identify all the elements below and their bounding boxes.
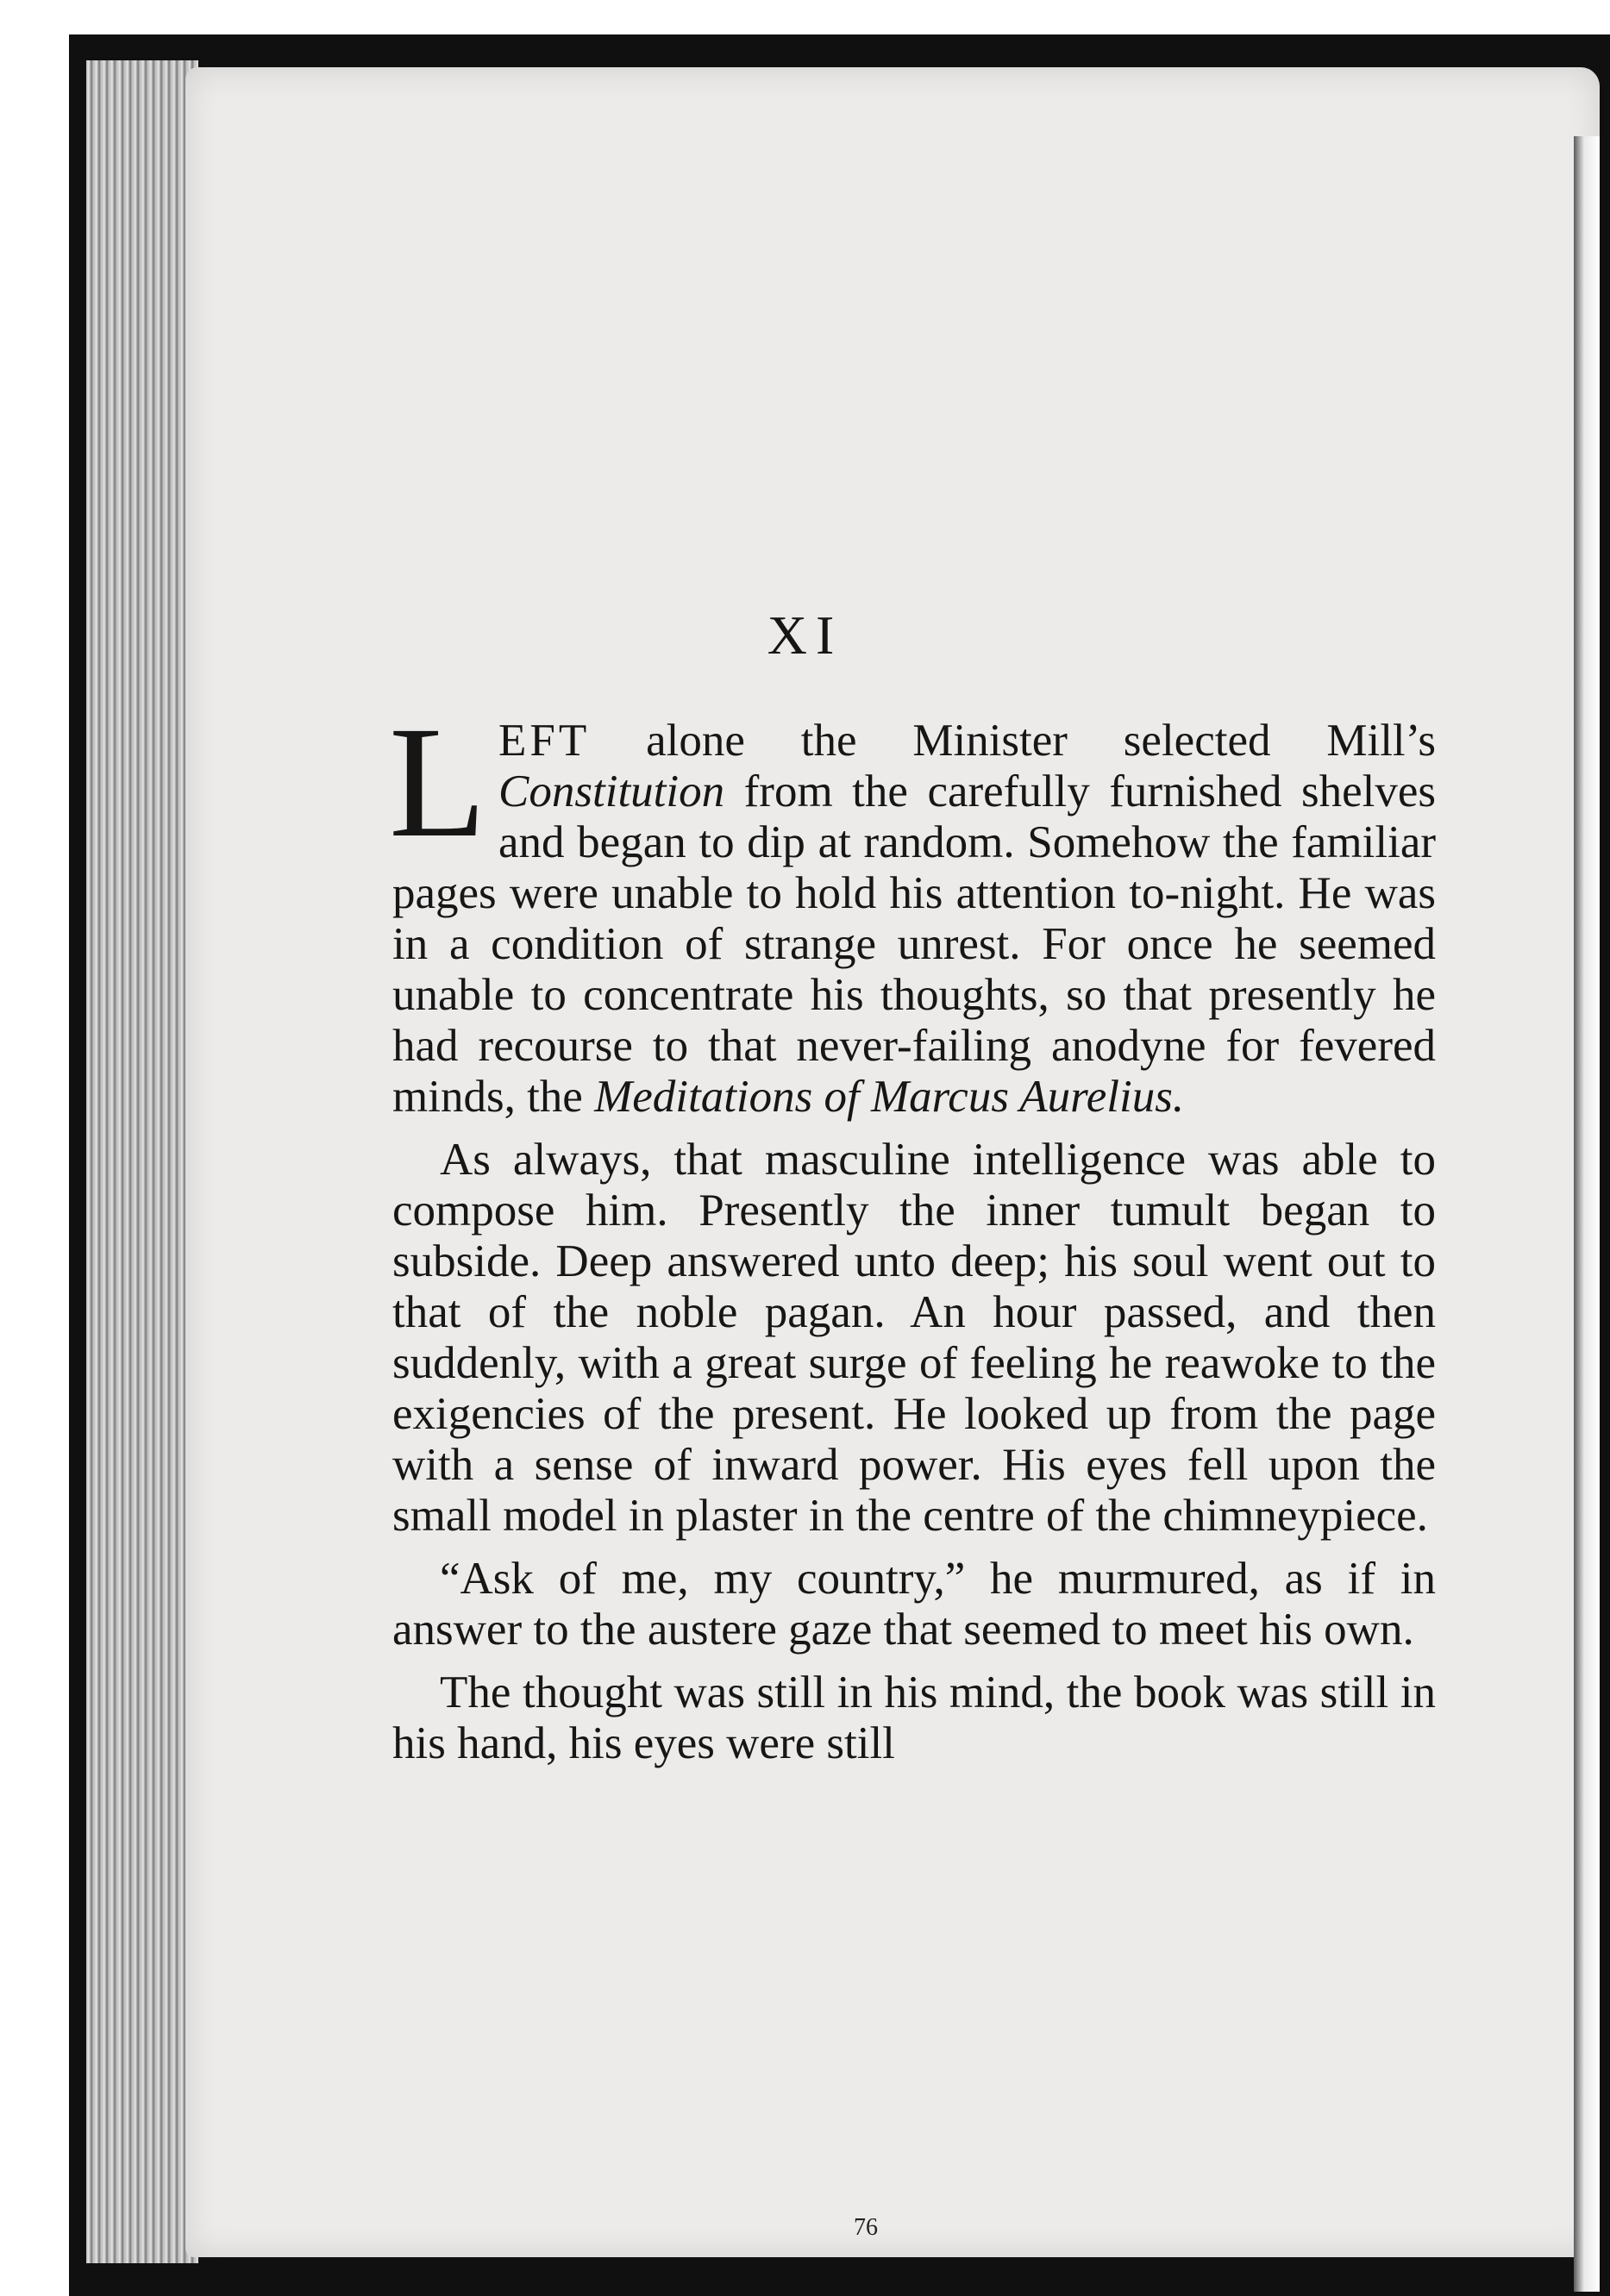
paragraph-3: “Ask of me, my country,” he murmured, as if in answer to the austere gaze that seemed to meet his own. (392, 1554, 1436, 1655)
book-title-constitution: Constitution (498, 766, 725, 816)
paragraph-1 (389, 694, 1436, 1123)
page-number: 76 (854, 2214, 878, 2241)
chapter-heading: XI (767, 604, 843, 666)
paragraph-4: The thought was still in his mind, the book was still in his hand, his eyes were still (392, 1667, 1436, 1768)
paragraph-1-text-b: from the carefully furnished shelves and began to dip at random. Somehow the familiar pages were unable to hold his attention to-night. He was in a condition of strange unrest. For once he seemed unable to concentrate his thoughts, so that presently he had recourse to that never-failing anodyne for fevered minds, the (392, 766, 1436, 1122)
book-title-meditations: Meditations of Marcus Aurelius. (594, 1072, 1185, 1122)
body-text (389, 694, 1436, 1781)
page-right-edge (1574, 136, 1600, 2292)
book-page-edges (86, 60, 198, 2263)
paragraph-2: As always, that masculine intelligence was able to compose him. Presently the inner tumult began to subside. Deep answered unto deep; his soul went out to that of the noble pagan. An hour passed, and then suddenly, with a great surge of feeling he reawoke to the exigencies of the present. He looked up from the page with a sense of inward power. His eyes fell upon the small model in plaster in the centre of the chimneypiece. (392, 1135, 1436, 1541)
opening-smallcaps: EFT (498, 716, 591, 766)
paragraph-1-text-a: alone the Minister selected Mill’s (590, 716, 1436, 766)
drop-cap: L (389, 694, 487, 871)
